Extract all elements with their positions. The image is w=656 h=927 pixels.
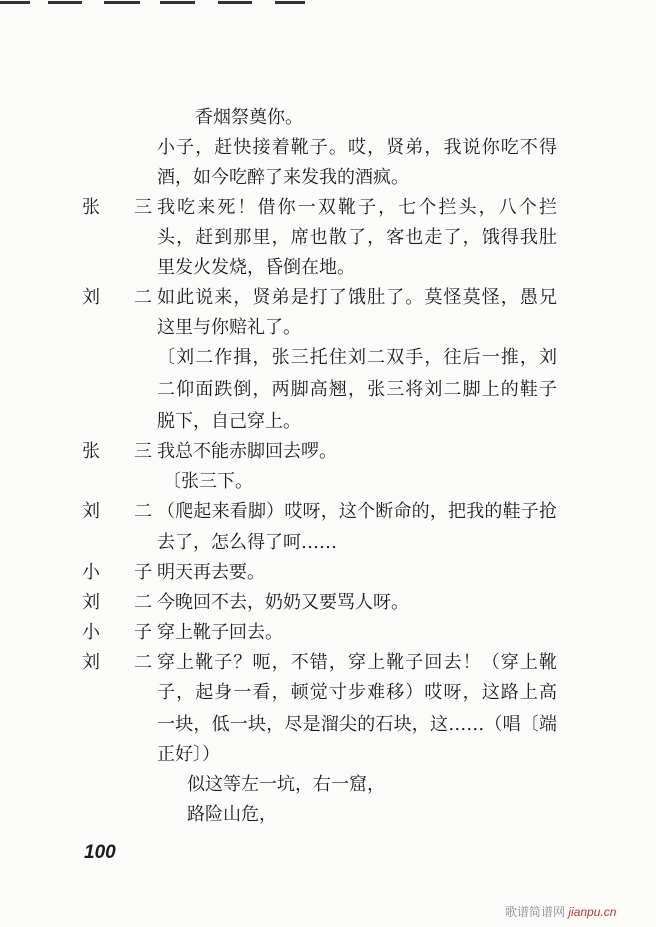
speaker-char: 刘 <box>82 592 100 613</box>
top-rule <box>275 1 305 4</box>
dialogue-line: 我总不能赤脚回去啰。 <box>157 441 337 462</box>
verse-line: 香烟祭奠你。 <box>195 107 303 128</box>
speaker-char: 张 <box>82 441 100 462</box>
speaker-char: 张 <box>82 197 100 218</box>
speaker-char: 三 <box>134 441 152 462</box>
stage-direction: 〔刘二作揖，张三托住刘二双手，往后一推，刘 <box>157 347 557 368</box>
dialogue-line: 这里与你赔礼了。 <box>157 317 301 338</box>
dialogue-line: 穿上靴子？呃，不错，穿上靴子回去！（穿上靴 <box>157 652 557 673</box>
watermark-text: 歌谱简谱网 <box>505 905 566 919</box>
top-rule <box>160 1 195 4</box>
verse-line: 似这等左一坑，右一窟， <box>187 774 385 795</box>
dialogue-line: 今晚回不去，奶奶又要骂人呀。 <box>157 592 409 613</box>
page-number: 100 <box>84 842 116 863</box>
speaker-char: 小 <box>82 562 100 583</box>
speaker-char: 二 <box>134 592 152 613</box>
speaker-zhang-san <box>82 197 152 219</box>
speaker-xiao-zi <box>82 562 152 584</box>
speaker-liu-er <box>82 592 152 614</box>
stage-direction: 脱下，自己穿上。 <box>157 411 301 432</box>
speaker-xiao-zi <box>82 622 152 644</box>
dialogue-line: 如此说来，贤弟是打了饿肚了。莫怪莫怪，愚兄 <box>157 287 557 308</box>
top-rule <box>0 1 30 4</box>
top-rule <box>104 1 140 4</box>
stage-direction: 〔张三下。 <box>163 471 253 492</box>
dialogue-line: 明天再去要。 <box>157 562 265 583</box>
dialogue-line: 小子，赶快接着靴子。哎，贤弟，我说你吃不得 <box>157 137 557 158</box>
speaker-char: 三 <box>134 197 152 218</box>
speaker-char: 二 <box>134 501 152 522</box>
verse-line: 路险山危， <box>187 804 277 825</box>
dialogue-line: 正好〕） <box>157 744 220 765</box>
dialogue-line: 一块，低一块，尽是溜尖的石块，这……（唱〔端 <box>157 714 557 735</box>
speaker-char: 刘 <box>82 501 100 522</box>
speaker-liu-er <box>82 652 152 674</box>
watermark <box>505 903 616 920</box>
speaker-char: 二 <box>134 287 152 308</box>
watermark-site: jianpu.cn <box>568 905 617 919</box>
dialogue-line: 里发火发烧，昏倒在地。 <box>157 257 355 278</box>
speaker-char: 子 <box>134 562 152 583</box>
top-rule <box>48 1 82 4</box>
dialogue-line: 我吃来死！借你一双靴子，七个拦头，八个拦 <box>157 197 557 218</box>
speaker-char: 刘 <box>82 652 100 673</box>
dialogue-line: 去了，怎么得了呵…… <box>157 532 337 553</box>
speaker-zhang-san <box>82 441 152 463</box>
dialogue-line: 子，起身一看，顿觉寸步难移）哎呀，这路上高 <box>157 682 557 703</box>
dialogue-line: 头，赶到那里，席也散了，客也走了，饿得我肚 <box>157 227 557 248</box>
speaker-liu-er <box>82 501 152 523</box>
speaker-char: 二 <box>134 652 152 673</box>
dialogue-line: 穿上靴子回去。 <box>157 622 283 643</box>
stage-direction: 二仰面跌倒，两脚高翘，张三将刘二脚上的鞋子 <box>157 379 557 400</box>
speaker-char: 刘 <box>82 287 100 308</box>
speaker-char: 小 <box>82 622 100 643</box>
dialogue-line: 酒，如今吃醉了来发我的酒疯。 <box>157 167 409 188</box>
dialogue-line: （爬起来看脚）哎呀，这个断命的，把我的鞋子抢 <box>157 501 557 522</box>
speaker-liu-er <box>82 287 152 309</box>
speaker-char: 子 <box>134 622 152 643</box>
top-rule <box>218 1 252 4</box>
